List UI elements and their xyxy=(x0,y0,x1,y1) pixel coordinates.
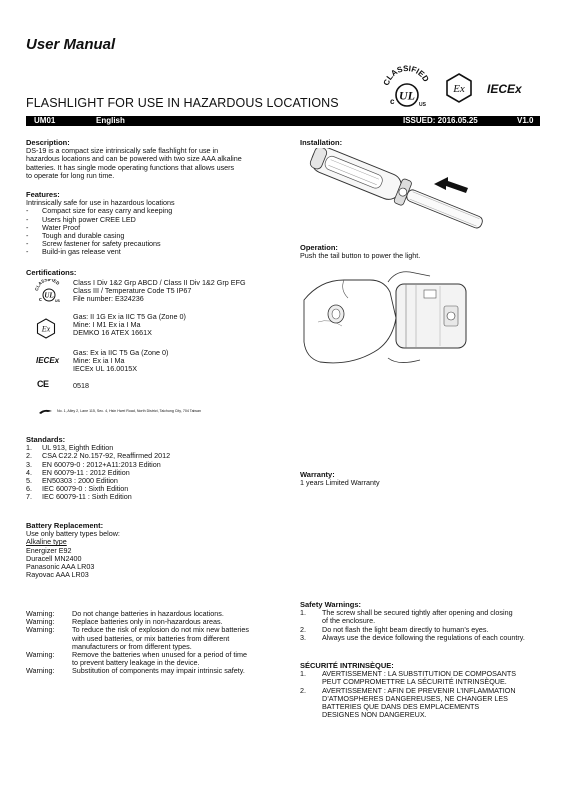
description-line: DS-19 is a compact size intrinsically safe flashlight for use in xyxy=(26,146,219,156)
atex-cert-text: Gas: II 1G Ex ia IIC T5 Ga (Zone 0) Mine: I M1 Ex ia I Ma DEMKO 16 ATEX 1661X xyxy=(73,312,186,338)
battery-type: Panasonic AAA LR03 xyxy=(26,562,95,572)
standard-item: 1. UL 913, Eighth Edition xyxy=(26,443,114,453)
feature-item: - Users high power CREE LED xyxy=(26,214,136,224)
operation-heading: Operation: xyxy=(300,243,338,252)
standard-item: 7. IEC 60079-11 : Sixth Edition xyxy=(26,492,132,502)
safety-item: 1. The screw shall be secured tightly after opening and closing of the enclosure. xyxy=(300,608,513,626)
description-section xyxy=(26,139,286,180)
ex-cert-icon xyxy=(36,318,56,339)
installation-illustration xyxy=(300,148,500,238)
version-label: V1.0 xyxy=(517,116,534,125)
manufacturer-logo-icon xyxy=(38,408,54,416)
feature-bullet: - xyxy=(26,247,29,257)
battery-type: Rayovac AAA LR03 xyxy=(26,570,89,580)
description-line: batteries. It has single mode operating functions that allows users xyxy=(26,162,235,172)
battery-type-heading: Alkaline type xyxy=(26,537,67,547)
iecex-cert-text: Gas: Ex ia IIC T5 Ga (Zone 0) Mine: Ex ia I Ma IECEx UL 16.0015X xyxy=(73,348,169,374)
installation-heading: Installation: xyxy=(300,138,343,147)
manufacturer-address: No. 1, Alley 2, Lane 115, Sec. 4, Hsin Hwei Road, North District, Taichung City, 704 Taiwan xyxy=(57,409,201,413)
description-line: to operate for long run time. xyxy=(26,170,115,180)
header-bar xyxy=(26,116,540,126)
iecex-cert-label: IECEx xyxy=(36,356,60,365)
securite-section xyxy=(300,662,550,719)
document-title: FLASHLIGHT FOR USE IN HAZARDOUS LOCATIONS xyxy=(26,96,339,110)
features-heading: Features: xyxy=(26,190,60,199)
warnings-section xyxy=(26,610,286,676)
battery-intro: Use only battery types below: xyxy=(26,529,120,539)
model-code: UM01 xyxy=(34,116,56,125)
ul-cert-icon xyxy=(34,279,64,303)
safety-section xyxy=(300,601,550,642)
ul-classified-logo xyxy=(378,64,436,108)
warranty-heading: Warranty: xyxy=(300,470,335,479)
battery-type: Energizer E92 xyxy=(26,545,72,555)
feature-bullet: - xyxy=(26,206,29,216)
ul-cert-us-text: US xyxy=(55,299,60,303)
features-intro: Intrinsically safe for use in hazardous locations xyxy=(26,198,175,208)
warning-item: Warning: Remove the batteries when unused for a period of time to prevent battery leakage in the device. xyxy=(26,649,247,668)
issued-date: ISSUED: 2016.05.25 xyxy=(403,116,478,125)
feature-item: - Water Proof xyxy=(26,222,81,232)
securite-item: 2. AVERTISSEMENT : AFIN DE PREVENIR L’INFLAMMATION D’ATMOSPHERES DANGEREUSES, NE CHANGER LES BATTERIES QUE DANS DES EMPLACEMENTS DESIGNES NON DANGEREUX. xyxy=(300,685,516,720)
safety-heading: Safety Warnings: xyxy=(300,600,361,609)
description-line: hazardous locations and can be powered with two size AAA alkaline xyxy=(26,154,242,164)
iecex-logo: IECEx xyxy=(487,82,522,96)
ul-classified-text: CLASSIFIED xyxy=(381,64,431,87)
feature-item: - Compact size for easy carry and keeping xyxy=(26,206,173,216)
safety-item: 2. Do not flash the light beam directly to human’s eyes. xyxy=(300,624,489,634)
safety-item: 3. Always use the device following the regulations of each country. xyxy=(300,632,525,642)
certifications-heading: Certifications: xyxy=(26,268,77,277)
battery-type: Duracell MN2400 xyxy=(26,553,82,563)
battery-heading: Battery Replacement: xyxy=(26,521,104,530)
warranty-text: 1 years Limited Warranty xyxy=(300,478,380,487)
standard-item: 5. EN50303 : 2000 Edition xyxy=(26,475,118,485)
warning-item: Warning: Substitution of components may impair intrinsic safety. xyxy=(26,666,245,676)
ul-mark-text: UL xyxy=(399,88,415,103)
ce-mark-icon: CE xyxy=(37,379,49,389)
warning-item: Warning: Do not change batteries in hazardous locations. xyxy=(26,609,224,618)
language-label: English xyxy=(96,116,125,125)
ul-us-text: US xyxy=(419,102,426,108)
securite-heading: SÉCURITÉ INTRINSÈQUE: xyxy=(300,661,394,670)
feature-item: - Tough and durable casing xyxy=(26,230,125,240)
ul-cert-c-text: c xyxy=(39,297,42,303)
standard-item: 3. EN 60079-0 : 2012+A11:2013 Edition xyxy=(26,459,161,469)
description-heading: Description: xyxy=(26,138,70,147)
ex-cert-mark-text: Ex xyxy=(41,324,51,334)
ul-cert-classified-text: CLASSIFIED xyxy=(34,279,61,292)
manual-title: User Manual xyxy=(26,36,116,53)
feature-bullet: - xyxy=(26,214,29,224)
feature-bullet: - xyxy=(26,230,29,240)
standard-item: 2. CSA C22.2 No.157-92, Reaffirmed 2012 xyxy=(26,451,171,461)
standard-item: 6. IEC 60079-0 : Sixth Edition xyxy=(26,484,129,494)
feature-item: - Screw fastener for safety precautions xyxy=(26,239,161,249)
ex-hexagon-logo xyxy=(445,73,473,103)
standard-item: 4. EN 60079-11 : 2012 Edition xyxy=(26,467,130,477)
warning-item: Warning: Replace batteries only in non-hazardous areas. xyxy=(26,617,223,627)
ul-cert-text: Class I Div 1&2 Grp ABCD / Class II Div 1&2 Grp EFG Class III / Temperature Code T5 IP67 File number: E324236 xyxy=(73,278,246,304)
battery-section xyxy=(26,522,286,579)
ex-mark-text: Ex xyxy=(453,83,465,95)
warning-item: Warning: To reduce the risk of explosion do not mix new batteries with used batteries, or mix batteries from different manufacturers or from different types. xyxy=(26,625,249,651)
feature-bullet: - xyxy=(26,239,29,249)
standards-section xyxy=(26,436,286,502)
operation-text: Push the tail button to power the light. xyxy=(300,251,421,260)
ul-c-text: c xyxy=(390,97,395,106)
ul-cert-mark-text: UL xyxy=(44,291,54,300)
feature-bullet: - xyxy=(26,222,29,232)
features-section xyxy=(26,191,286,257)
securite-item: 1. AVERTISSEMENT : LA SUBSTITUTION DE COMPOSANTS PEUT COMPROMETTRE LA SÉCURITÉ INTRINSÈQUE. xyxy=(300,669,517,687)
feature-item: - Build-in gas release vent xyxy=(26,247,121,257)
standards-heading: Standards: xyxy=(26,435,66,444)
operation-illustration xyxy=(300,262,476,368)
ce-number: 0518 xyxy=(73,381,89,390)
